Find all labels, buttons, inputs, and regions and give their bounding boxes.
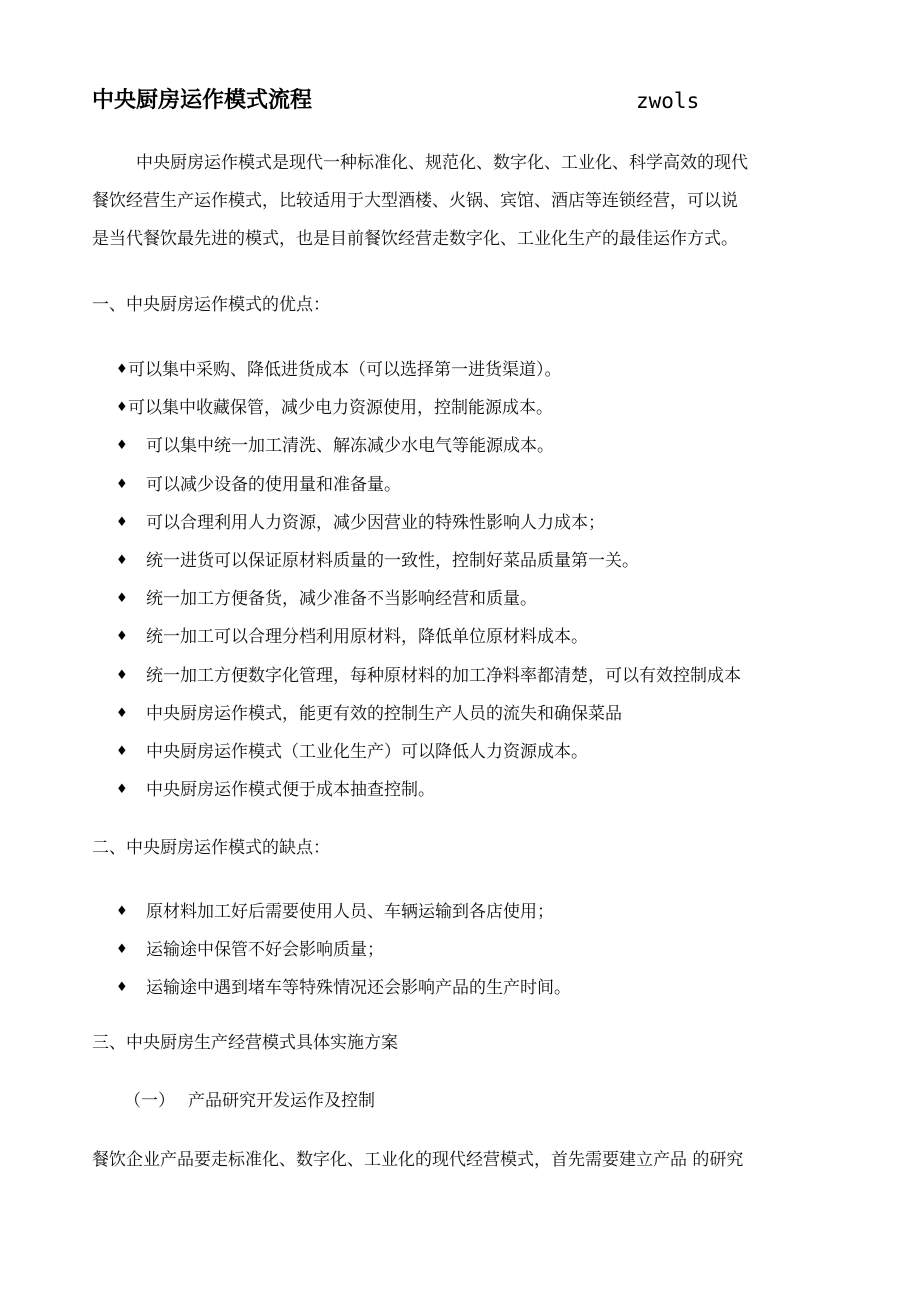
- list-item-text: 中央厨房运作模式，能更有效的控制生产人员的流失和确保菜品: [146, 703, 622, 724]
- subsection-number: （一）: [124, 1091, 175, 1111]
- list-item: [116, 473, 741, 511]
- advantages-list: [116, 358, 741, 816]
- list-item: [116, 358, 741, 396]
- list-item-text: 可以减少设备的使用量和准备量。: [146, 474, 401, 495]
- intro-line: 中央厨房运作模式是现代一种标准化、规范化、数字化、工业化、科学高效的现代: [136, 153, 748, 173]
- subsection-heading: [124, 1089, 375, 1113]
- diamond-bullet-icon: ♦: [116, 629, 128, 645]
- list-item-text: 统一进货可以保证原材料质量的一致性，控制好菜品质量第一关。: [146, 550, 639, 571]
- diamond-bullet-icon: ♦: [116, 552, 128, 568]
- list-item-text: 可以合理利用人力资源，减少因营业的特殊性影响人力成本；: [146, 512, 605, 533]
- diamond-bullet-icon: ♦: [116, 438, 128, 454]
- list-item: [116, 396, 741, 434]
- document-title: 中央厨房运作模式流程: [92, 88, 313, 113]
- diamond-bullet-icon: ♦: [116, 591, 128, 607]
- title-row: [92, 86, 852, 118]
- author-tag: zwols: [636, 89, 700, 113]
- subsection-title: 产品研究开发运作及控制: [188, 1091, 375, 1111]
- diamond-bullet-icon: ♦: [116, 705, 128, 721]
- list-item: [116, 511, 741, 549]
- list-item-text: 可以集中采购、降低进货成本（可以选择第一进货渠道）。: [128, 360, 562, 380]
- diamond-bullet-icon: ♦: [116, 904, 128, 919]
- list-item-text: 中央厨房运作模式便于成本抽查控制。: [146, 780, 435, 801]
- diamond-bullet-icon: ♦: [116, 362, 128, 377]
- list-item: [116, 702, 741, 740]
- list-item-text: 原材料加工好后需要使用人员、车辆运输到各店使用；: [146, 902, 554, 922]
- section-heading-disadvantages: 二、中央厨房运作模式的缺点：: [92, 838, 330, 858]
- intro-paragraph: [92, 144, 812, 258]
- list-item-text: 统一加工方便备货，减少准备不当影响经营和质量。: [146, 589, 537, 610]
- list-item: [116, 900, 571, 938]
- diamond-bullet-icon: ♦: [116, 980, 128, 996]
- diamond-bullet-icon: ♦: [116, 400, 128, 416]
- diamond-bullet-icon: ♦: [116, 743, 128, 759]
- body-paragraph: 餐饮企业产品要走标准化、数字化、工业化的现代经营模式，首先需要建立产品 的研究: [92, 1150, 744, 1170]
- section-heading-advantages: 一、中央厨房运作模式的优点：: [92, 295, 330, 315]
- section-heading-implementation: 三、中央厨房生产经营模式具体实施方案: [92, 1033, 398, 1053]
- list-item-text: 统一加工方便数字化管理，每种原材料的加工净料率都清楚，可以有效控制成本: [146, 665, 741, 686]
- list-item: [116, 434, 741, 472]
- list-item-text: 统一加工可以合理分档利用原材料，降低单位原材料成本。: [146, 627, 588, 648]
- diamond-bullet-icon: ♦: [116, 942, 128, 958]
- diamond-bullet-icon: ♦: [116, 476, 128, 492]
- list-item: [116, 976, 571, 1014]
- list-item-text: 运输途中遇到堵车等特殊情况还会影响产品的生产时间。: [146, 978, 571, 999]
- list-item-text: 可以集中收藏保管，减少电力资源使用，控制能源成本。: [128, 398, 553, 419]
- diamond-bullet-icon: ♦: [116, 782, 128, 798]
- list-item: [116, 549, 741, 587]
- diamond-bullet-icon: ♦: [116, 667, 128, 683]
- list-item: [116, 938, 571, 976]
- intro-line: 餐饮经营生产运作模式，比较适用于大型酒楼、火锅、宾馆、酒店等连锁经营，可以说: [92, 191, 738, 211]
- list-item-text: 可以集中统一加工清洗、解冻减少水电气等能源成本。: [146, 436, 554, 457]
- list-item: [116, 664, 741, 702]
- list-item: [116, 625, 741, 663]
- list-item-text: 中央厨房运作模式（工业化生产）可以降低人力资源成本。: [146, 741, 588, 762]
- list-item: [116, 740, 741, 778]
- list-item: [116, 778, 741, 816]
- diamond-bullet-icon: ♦: [116, 514, 128, 530]
- list-item: [116, 587, 741, 625]
- intro-line: 是当代餐饮最先进的模式，也是目前餐饮经营走数字化、工业化生产的最佳运作方式。: [92, 229, 738, 249]
- list-item-text: 运输途中保管不好会影响质量；: [146, 940, 384, 961]
- disadvantages-list: [116, 900, 571, 1015]
